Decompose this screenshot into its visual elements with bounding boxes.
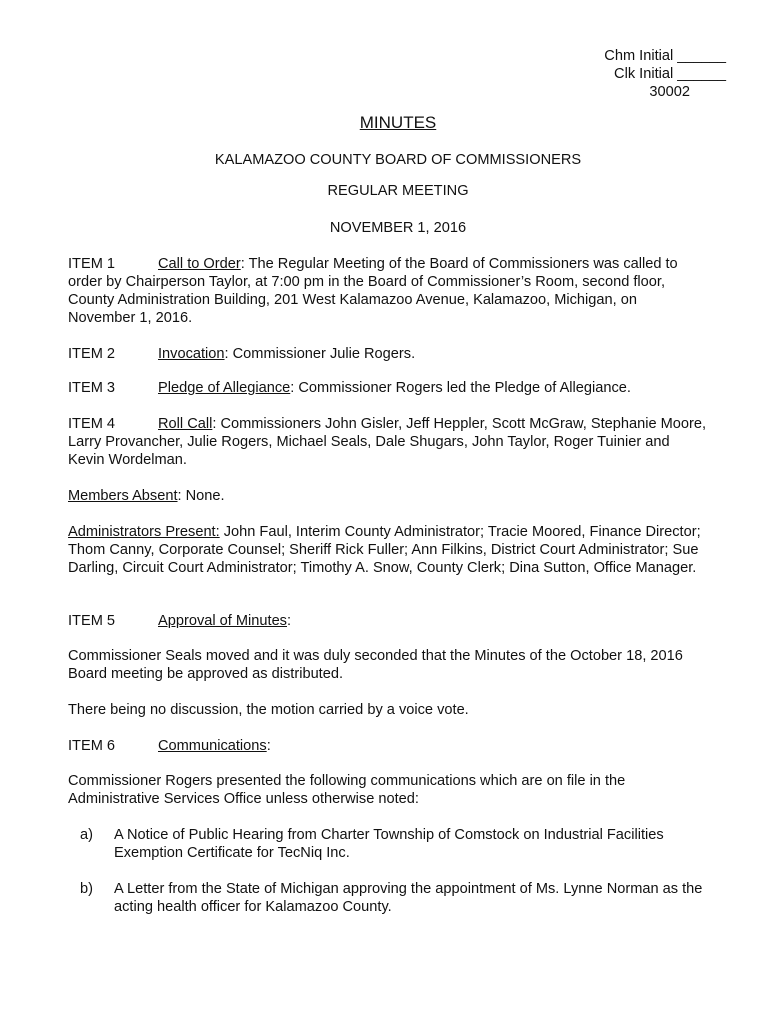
- item-label: ITEM 1: [68, 256, 116, 272]
- item-label: ITEM 2: [68, 346, 116, 362]
- members-absent-heading: Members Absent: [68, 488, 178, 504]
- meeting-type: REGULAR MEETING: [327, 183, 469, 199]
- item-1-call-to-order: [68, 255, 708, 327]
- list-item-text: A Notice of Public Hearing from Charter Township of Comstock on Industrial Facilities Exemption Certificate for TecNiq Inc.: [114, 827, 664, 861]
- item-2-invocation: [68, 345, 708, 363]
- administrators-present-heading: Administrators Present:: [68, 524, 220, 540]
- item-5-motion: Commissioner Seals moved and it was duly seconded that the Minutes of the October 18, 2016 Board meeting be approved as distributed.: [68, 648, 683, 682]
- document-number: 30002: [649, 84, 690, 100]
- item-5-approval-of-minutes: [68, 612, 708, 630]
- item-heading: Call to Order: [158, 256, 241, 272]
- item-label: ITEM 6: [68, 738, 116, 754]
- list-marker: a): [80, 827, 93, 843]
- item-text: : Commissioners John Gisler, Jeff Heppler, Scott McGraw, Stephanie Moore, Larry Provancher, Julie Rogers, Michael Seals, Dale Shugars, John Taylor, Roger Tuinier and Kevin Wordelman.: [68, 416, 707, 468]
- page-title: MINUTES: [359, 113, 437, 132]
- item-text: : Commissioner Rogers led the Pledge of Allegiance.: [290, 380, 631, 396]
- item-text: : Commissioner Julie Rogers.: [224, 346, 416, 362]
- item-label: ITEM 4: [68, 416, 116, 432]
- item-heading: Pledge of Allegiance: [158, 380, 291, 396]
- administrators-present-text: John Faul, Interim County Administrator; Tracie Moored, Finance Director; Thom Canny, Corporate Counsel; Sheriff Rick Fuller; Ann Filkins, District Court Administrator; Sue Darling, Circuit Court Administrator; Timothy A. Snow, County Clerk; Dina Sutton, Office Manager.: [68, 524, 701, 576]
- members-absent-text: : None.: [177, 488, 225, 504]
- item-6-intro: Commissioner Rogers presented the following communications which are on file in the Administrative Services Office unless otherwise noted:: [68, 773, 626, 807]
- clk-initial-line: Clk Initial ______: [614, 66, 726, 82]
- item-label: ITEM 3: [68, 380, 116, 396]
- list-marker: b): [80, 881, 93, 897]
- item-3-pledge: [68, 379, 708, 397]
- item-4-roll-call: [68, 415, 708, 469]
- item-6-communications: [68, 737, 708, 755]
- meeting-date: NOVEMBER 1, 2016: [329, 220, 467, 236]
- minutes-page: [68, 0, 728, 1024]
- item-heading: Approval of Minutes: [158, 613, 287, 629]
- organization-name: KALAMAZOO COUNTY BOARD OF COMMISSIONERS: [214, 152, 582, 168]
- item-5-vote: There being no discussion, the motion carried by a voice vote.: [68, 702, 469, 718]
- list-item: [68, 826, 728, 862]
- list-item: [68, 880, 728, 916]
- item-heading: Communications: [158, 738, 267, 754]
- list-item-text: A Letter from the State of Michigan approving the appointment of Ms. Lynne Norman as the acting health officer for Kalamazoo County.: [114, 881, 703, 915]
- item-heading: Roll Call: [158, 416, 213, 432]
- initials-block: [604, 47, 726, 101]
- chm-initial-line: Chm Initial ______: [604, 48, 726, 64]
- members-absent: [68, 487, 708, 505]
- item-text: :: [266, 738, 271, 754]
- item-heading: Invocation: [158, 346, 225, 362]
- item-text: : The Regular Meeting of the Board of Commissioners was called to order by Chairperson Taylor, at 7:00 pm in the Board of Commissioner’s Room, second floor, County Administration Building, 201 West Kalamazoo Avenue, Kalamazoo, Michigan, on November 1, 2016.: [68, 256, 678, 326]
- item-text: :: [286, 613, 292, 629]
- administrators-present: [68, 523, 708, 577]
- item-label: ITEM 5: [68, 613, 116, 629]
